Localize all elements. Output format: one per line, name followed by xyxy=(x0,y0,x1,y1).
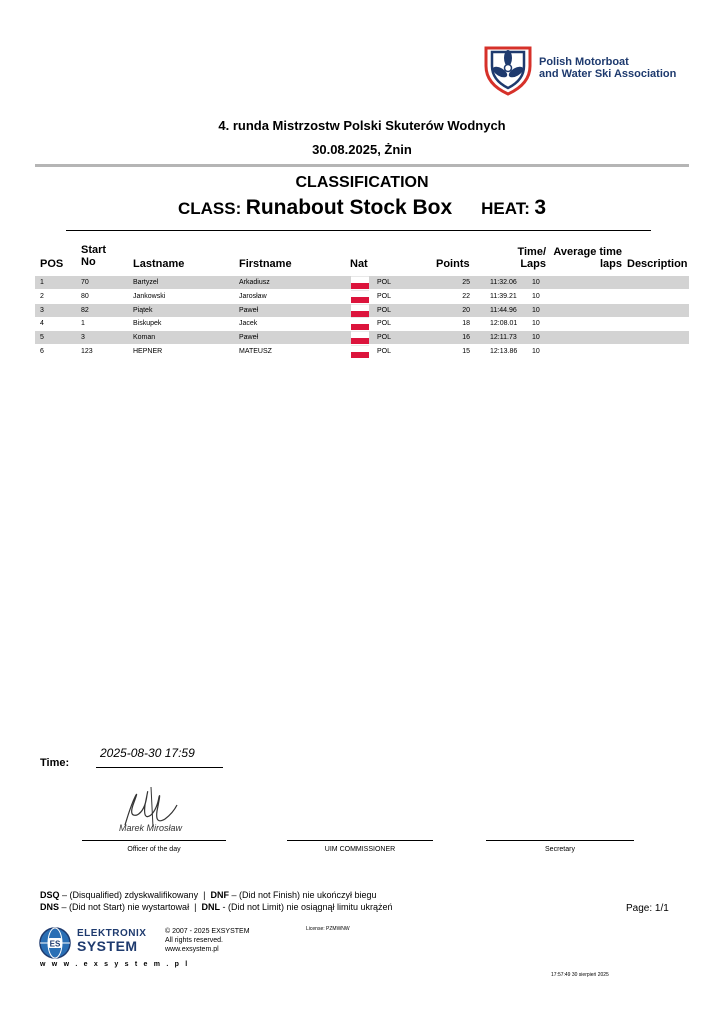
class-label: CLASS: xyxy=(177,199,242,218)
website-url: www.exsystem.pl xyxy=(165,946,219,953)
cell-pos: 1 xyxy=(40,279,44,286)
header-start-no xyxy=(81,244,106,268)
header-avg-line2: laps xyxy=(599,258,622,270)
commissioner-caption: UIM COMMISSIONER xyxy=(324,846,396,853)
table-row xyxy=(35,304,689,317)
page-number: Page: 1/1 xyxy=(626,903,669,914)
cell-nat: POL xyxy=(377,292,392,300)
legend-separator-2: | xyxy=(194,902,197,912)
brand-line1: ELEKTRONIX xyxy=(77,928,147,939)
event-date: 30.08.2025, Żnin xyxy=(312,142,412,157)
officer-signature-line xyxy=(82,840,226,841)
cell-points: 20 xyxy=(462,306,470,314)
copyright-text: © 2007 - 2025 EXSYSTEM xyxy=(165,928,250,935)
header-points: Points xyxy=(436,258,470,270)
legend-dnl-text: - (Did not Limit) nie osiągnął limitu ukrążeń xyxy=(219,902,393,912)
legend-dns-text: – (Did not Start) nie wystartował xyxy=(59,902,190,912)
cell-time: 11:44.96 xyxy=(490,306,517,314)
printed-timestamp: 17:57:49 30 sierpień 2025 xyxy=(551,972,609,978)
cell-nat: POL xyxy=(377,320,392,328)
poland-flag-icon xyxy=(351,317,369,330)
officer-caption: Officer of the day xyxy=(127,846,181,853)
cell-nat: POL xyxy=(377,279,392,286)
cell-time: 11:39.21 xyxy=(490,292,517,300)
legend-dsq-code: DSQ xyxy=(40,890,60,900)
heat-label: HEAT: xyxy=(481,199,530,218)
exsystem-brand xyxy=(77,927,146,953)
commissioner-signature-line xyxy=(287,840,433,841)
signer-name: Marek Mirosław xyxy=(119,823,183,833)
cell-start-no: 123 xyxy=(81,348,93,355)
cell-lastname: Bartyzel xyxy=(133,279,159,286)
cell-laps: 10 xyxy=(532,306,540,314)
cell-start-no: 1 xyxy=(81,320,85,328)
time-value: 2025-08-30 17:59 xyxy=(100,746,195,760)
propeller-emblem-icon xyxy=(482,44,534,96)
poland-flag-icon xyxy=(351,345,369,358)
cell-laps: 10 xyxy=(532,292,540,300)
secretary-caption: Secretary xyxy=(545,846,575,853)
cell-firstname: Jacek xyxy=(239,320,258,328)
cell-pos: 6 xyxy=(40,348,44,355)
cell-pos: 5 xyxy=(40,334,44,342)
cell-nat: POL xyxy=(377,348,392,355)
header-start-line1: Start xyxy=(81,244,107,256)
legend-dnl-code: DNL xyxy=(201,902,220,912)
header-average-time-laps xyxy=(550,246,622,270)
cell-lastname: Koman xyxy=(133,334,156,342)
table-row xyxy=(35,317,689,330)
legend-separator-1: | xyxy=(203,890,206,900)
header-start-line2: No xyxy=(81,256,96,268)
heat-value: 3 xyxy=(534,196,547,219)
header-lastname: Lastname xyxy=(133,258,185,270)
cell-points: 16 xyxy=(462,334,470,342)
cell-firstname: Arkadiusz xyxy=(239,279,270,286)
legend-dnf-text: – (Did not Finish) nie ukończył biegu xyxy=(228,890,377,900)
cell-nat: POL xyxy=(377,334,392,342)
secretary-signature-line xyxy=(486,840,634,841)
cell-start-no: 3 xyxy=(81,334,85,342)
cell-points: 22 xyxy=(462,292,470,300)
time-underline xyxy=(96,767,223,768)
cell-lastname: Biskupek xyxy=(133,320,162,328)
cell-start-no: 80 xyxy=(81,292,89,300)
header-nat: Nat xyxy=(350,258,368,270)
cell-start-no: 82 xyxy=(81,306,89,314)
legend-line-1 xyxy=(40,890,377,900)
header-avg-line1: Average time xyxy=(553,246,622,258)
poland-flag-icon xyxy=(351,276,369,289)
cell-points: 15 xyxy=(462,348,470,355)
cell-pos: 2 xyxy=(40,292,44,300)
header-firstname: Firstname xyxy=(239,258,292,270)
legend-dns-code: DNS xyxy=(40,902,60,912)
organization-name-line2: and Water Ski Association xyxy=(539,68,677,80)
cell-firstname: Jarosław xyxy=(239,292,267,300)
cell-lastname: Jankowski xyxy=(133,292,166,300)
svg-text:ES: ES xyxy=(49,939,61,949)
cell-firstname: Paweł xyxy=(239,334,259,342)
cell-start-no: 70 xyxy=(81,279,89,286)
cell-laps: 10 xyxy=(532,334,540,342)
classification-heading: CLASSIFICATION xyxy=(295,174,429,191)
table-row xyxy=(35,290,689,303)
top-divider xyxy=(35,164,689,167)
table-row xyxy=(35,345,689,358)
cell-lastname: HEPNER xyxy=(133,348,163,355)
poland-flag-icon xyxy=(351,290,369,303)
class-heat-line xyxy=(0,196,724,220)
table-row xyxy=(35,276,689,289)
legend-line-2 xyxy=(40,902,393,912)
cell-points: 25 xyxy=(462,279,470,286)
header-description: Description xyxy=(627,258,688,270)
cell-laps: 10 xyxy=(532,348,540,355)
pzmwnw-logo xyxy=(482,44,682,94)
class-divider xyxy=(66,230,651,231)
cell-time: 12:13.86 xyxy=(490,348,518,355)
cell-nat: POL xyxy=(377,306,392,314)
organization-name xyxy=(539,56,679,80)
cell-points: 18 xyxy=(462,320,470,328)
rights-text: All rights reserved. xyxy=(165,937,223,944)
event-title: 4. runda Mistrzostw Polski Skuterów Wodnych xyxy=(218,118,506,133)
cell-lastname: Piątek xyxy=(133,306,153,314)
cell-firstname: MATEUSZ xyxy=(239,348,272,355)
cell-time: 11:32.06 xyxy=(490,279,517,286)
cell-time: 12:11.73 xyxy=(490,334,517,342)
organization-name-line1: Polish Motorboat xyxy=(539,56,629,68)
exsystem-logo xyxy=(38,926,158,960)
cell-laps: 10 xyxy=(532,320,540,328)
poland-flag-icon xyxy=(351,304,369,317)
header-time-line2: Laps xyxy=(520,258,546,270)
header-time-laps xyxy=(508,246,546,270)
time-label: Time: xyxy=(40,757,70,769)
cell-firstname: Paweł xyxy=(239,306,259,314)
website-footer: w w w . e x s y s t e m . p l xyxy=(40,961,190,968)
copyright-block xyxy=(165,927,250,954)
header-time-line1: Time/ xyxy=(517,246,546,258)
exsystem-globe-icon xyxy=(38,926,74,960)
cell-laps: 10 xyxy=(532,279,540,286)
header-pos: POS xyxy=(40,258,64,270)
legend-dnf-code: DNF xyxy=(210,890,229,900)
legend-dsq-text: – (Disqualified) zdyskwalifikowany xyxy=(59,890,199,900)
brand-line2: SYSTEM xyxy=(77,938,138,954)
poland-flag-icon xyxy=(351,331,369,344)
license-text: License: PZMWNW xyxy=(306,926,350,932)
cell-time: 12:08.01 xyxy=(490,320,518,328)
cell-pos: 3 xyxy=(40,306,44,314)
cell-pos: 4 xyxy=(40,320,44,328)
class-value: Runabout Stock Box xyxy=(245,196,453,219)
table-row xyxy=(35,331,689,344)
